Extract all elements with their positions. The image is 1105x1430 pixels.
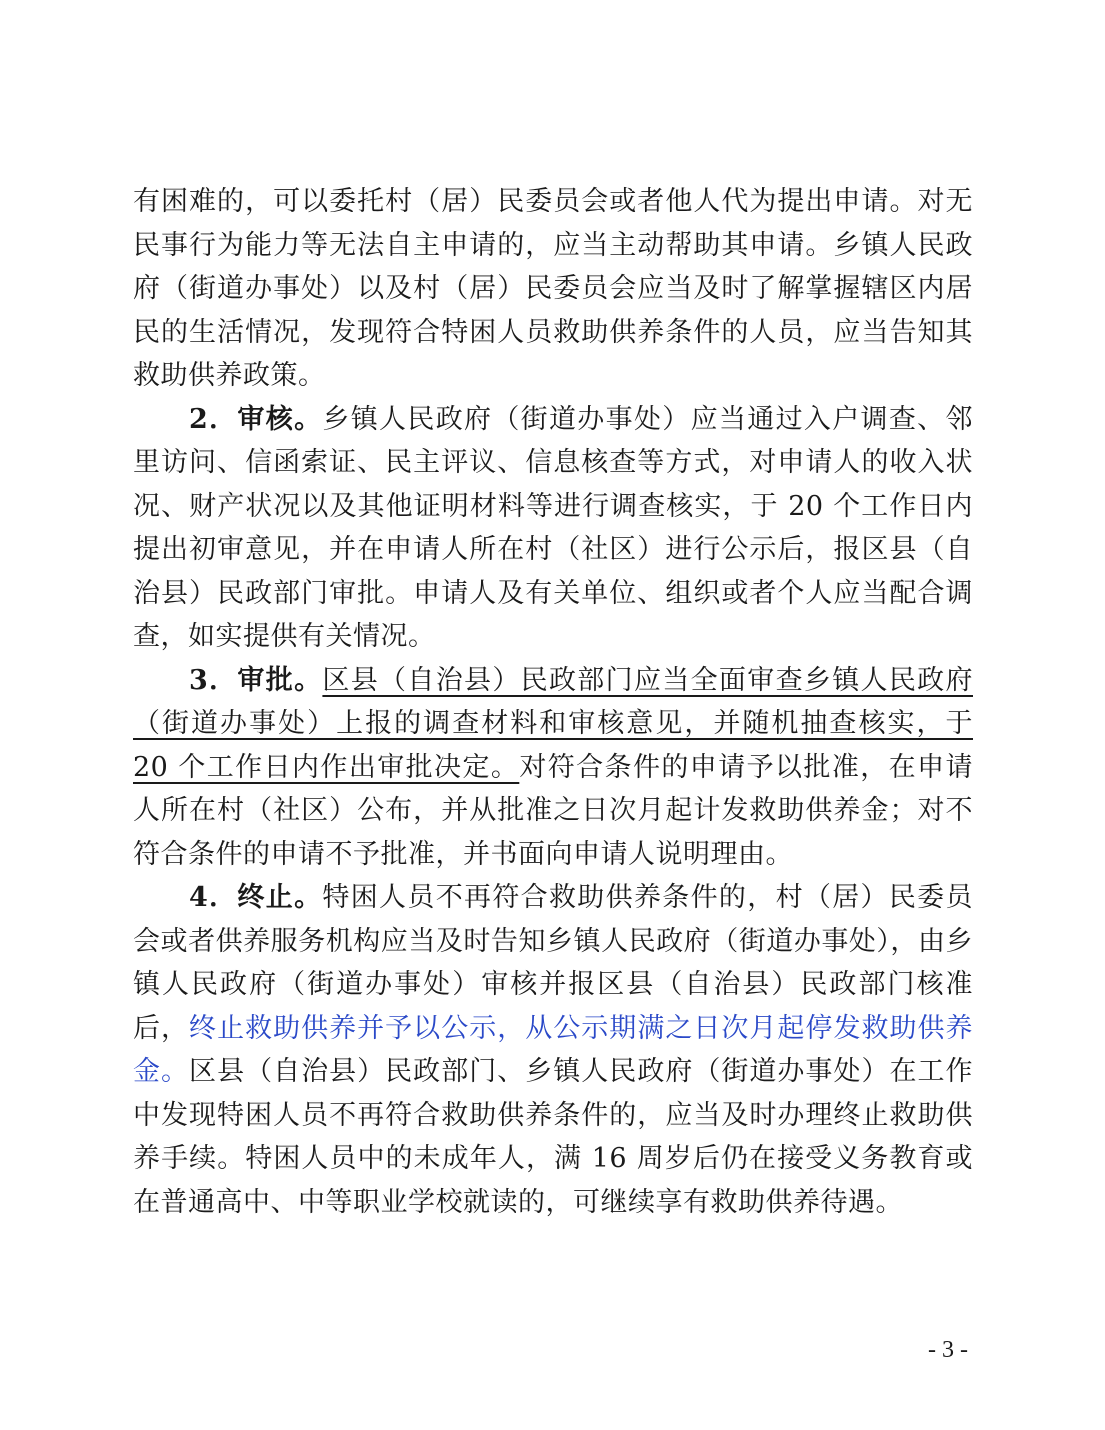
paragraph-review <box>133 398 973 659</box>
section-heading-review: 2．审核。 <box>189 403 323 435</box>
paragraph-text: 乡镇人民政府（街道办事处）应当通过入户调查、邻里访问、信函索证、民主评议、信息核查等方式，对申请人的收入状况、财产状况以及其他证明材料等进行调查核实，于 20 个工作日内提出初审意见，并在申请人所在村（社区）进行公示后，报区县（自治县）民政部门审批。申请人及有关单位、组织或者个人应当配合调查，如实提供有关情况。 <box>133 403 973 652</box>
document-body <box>133 180 973 1224</box>
paragraph-termination <box>133 876 973 1224</box>
paragraph-text: 特困人员不再符合救助供养条件的，村（居）民委员会或者供养服务机构应当及时告知乡镇人民政府（街道办事处），由乡镇人民政府（街道办事处）审核并报区县（自治县）民政部门核准后， <box>133 882 973 1044</box>
paragraph-text: 区县（自治县）民政部门、乡镇人民政府（街道办事处）在工作中发现特困人员不再符合救助供养条件的，应当及时办理终止救助供养手续。特困人员中的未成年人，满 16 周岁后仍在接受义务教育或在普通高中、中等职业学校就读的，可继续享有救助供养待遇。 <box>133 1056 974 1218</box>
page-number: - 3 - <box>928 1337 968 1363</box>
paragraph-text: 对符合条件的申请予以批准，在申请人所在村（社区）公布，并从批准之日次月起计发救助供养金；对不符合条件的申请不予批准，并书面向申请人说明理由。 <box>133 751 973 870</box>
underlined-text: 区县（自治县）民政部门应当全面审查乡镇人民政府（街道办事处）上报的调查材料和审核意见，并随机抽查核实，于 20 个工作日内作出审批决定。 <box>133 664 973 783</box>
section-heading-approval: 3．审批。 <box>189 664 323 696</box>
paragraph-application-continued <box>133 180 973 398</box>
section-heading-termination: 4．终止。 <box>189 882 323 913</box>
paragraph-approval <box>133 659 973 877</box>
paragraph-text: 有困难的，可以委托村（居）民委员会或者他人代为提出申请。对无民事行为能力等无法自主申请的，应当主动帮助其申请。乡镇人民政府（街道办事处）以及村（居）民委员会应当及时了解掌握辖区内居民的生活情况，发现符合特困人员救助供养条件的人员，应当告知其救助供养政策。 <box>133 186 973 391</box>
highlighted-text: 终止救助供养并予以公示，从公示期满之日次月起停发救助供养金。 <box>133 1012 974 1087</box>
